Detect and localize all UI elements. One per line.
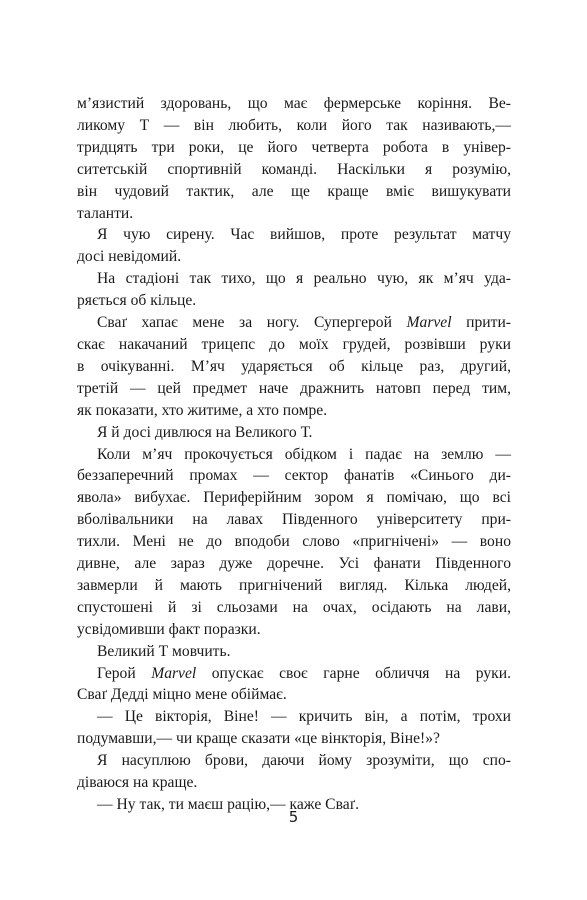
italic-term: Marvel — [151, 664, 197, 682]
text-line: Я чую сирену. Час вийшов, проте результат матчу — [97, 226, 511, 244]
text-line: в очікуванні. М’яч ударяється об кільце раз, другий, — [77, 357, 511, 375]
text-line: Сваґ хапає мене за ногу. Супергерой Marvel прити- — [97, 314, 511, 332]
text-line: беззаперечний промах — сектор фанатів «Синього ди- — [77, 467, 511, 485]
text-line: третій — цей предмет наче дражнить натовп перед тим, — [77, 379, 511, 397]
text-line: таланти. — [77, 204, 134, 222]
paragraph — [77, 93, 511, 224]
italic-term: Marvel — [406, 314, 452, 332]
text-line: явола» вибухає. Периферійним зором я помічаю, що всі — [77, 489, 511, 507]
text-line: ряється об кільце. — [77, 292, 197, 310]
text-line: ситетській спортивній команді. Наскільки я розумію, — [77, 160, 511, 178]
text-line: — Ну так, ти маєш рацію,— каже Сваґ. — [97, 796, 360, 813]
paragraph — [77, 706, 511, 750]
text-line: тихли. Мені не до вподоби слово «пригнічені» — воно — [77, 533, 511, 551]
page-body — [77, 93, 511, 816]
paragraph — [77, 422, 511, 444]
page-number: 5 — [288, 808, 299, 826]
text-line: усвідомивши факт поразки. — [77, 620, 261, 638]
text-line: Я й досі дивлюся на Великого Т. — [97, 423, 313, 441]
text-line: Сваґ Дедді міцно мене обіймає. — [77, 686, 287, 704]
text-line: ликому Т — він любить, коли його так називають,— — [77, 116, 511, 134]
paragraph — [77, 312, 511, 422]
paragraph — [77, 663, 511, 707]
text-line: тридцять три роки, це його четверта робота в універ- — [77, 138, 511, 156]
paragraph — [77, 444, 511, 641]
text-line: Герой Marvel опускає своє гарне обличчя на руки. — [97, 664, 511, 682]
text-line: діваюся на краще. — [77, 774, 198, 792]
text-line: подумавши,— чи краще сказати «це вінкторія, Віне!»? — [77, 730, 440, 748]
text-line: як показати, хто житиме, а хто помре. — [77, 401, 328, 419]
text-line: вболівальники на лавах Південного університету при- — [77, 511, 511, 529]
paragraph — [77, 750, 511, 794]
paragraph — [77, 641, 511, 663]
text-line: Я насуплюю брови, даючи йому зрозуміти, що спо- — [97, 752, 511, 770]
text-line: м’язистий здоровань, що має фермерське коріння. Ве- — [77, 95, 511, 112]
text-line: завмерли й мають пригнічений вигляд. Кілька людей, — [77, 576, 511, 594]
text-line: скає накачаний трицепс до моїх грудей, розвівши руки — [77, 335, 511, 353]
text-line: — Це вікторія, Віне! — кричить він, а потім, трохи — [97, 708, 511, 726]
paragraph — [77, 224, 511, 268]
text-line: досі невідомий. — [77, 248, 182, 266]
text-line: дивне, але зараз дуже доречне. Усі фанати Південного — [77, 555, 511, 573]
text-line: він чудовий тактик, але ще краще вміє вишукувати — [77, 182, 511, 200]
text-line: Великий Т мовчить. — [97, 642, 231, 660]
text-line: спустошені й зі сльозами на очах, осідають на лави, — [77, 598, 511, 616]
paragraph — [77, 268, 511, 312]
text-line: На стадіоні так тихо, що я реально чую, як м’яч уда- — [97, 270, 511, 288]
text-line: Коли м’яч прокочується обідком і падає на землю — — [97, 445, 511, 463]
